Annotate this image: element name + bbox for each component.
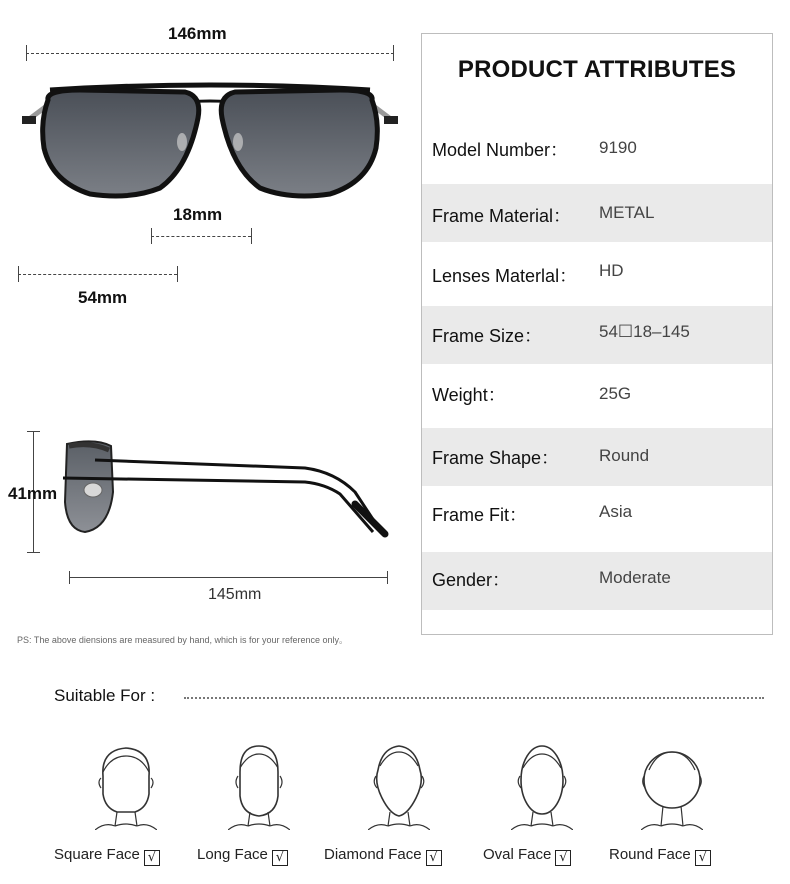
attribute-label: Model Number： xyxy=(432,140,569,160)
attribute-value: 54☐18–145 xyxy=(599,322,690,341)
attribute-label: Frame Fit： xyxy=(432,505,528,525)
face-name: Square Face xyxy=(54,846,140,863)
tick xyxy=(251,228,252,244)
attribute-row xyxy=(422,486,772,552)
attribute-value: 9190 xyxy=(599,138,637,157)
suitable-for-label: Suitable For : xyxy=(54,686,156,705)
tick xyxy=(26,45,27,61)
tick xyxy=(393,45,394,61)
attribute-label: Frame Material： xyxy=(432,206,572,226)
attribute-label: Lenses Materlal： xyxy=(432,266,578,286)
attribute-value: 25G xyxy=(599,384,632,403)
lens-height-label: 41mm xyxy=(8,484,58,503)
total-width-line xyxy=(26,53,394,54)
oval-face-icon xyxy=(511,742,573,830)
dotted-divider xyxy=(184,697,764,699)
tick xyxy=(387,571,388,584)
bridge-label: 18mm xyxy=(173,205,223,224)
total-width-label: 146mm xyxy=(168,24,227,43)
check-icon: √ xyxy=(144,850,160,866)
face-name: Diamond Face xyxy=(324,846,422,863)
product-attributes-panel xyxy=(421,33,773,635)
check-icon: √ xyxy=(555,850,571,866)
temple-length-label: 145mm xyxy=(208,586,262,603)
attribute-value: Asia xyxy=(599,502,633,521)
face-name: Round Face xyxy=(609,846,691,863)
attribute-row xyxy=(422,428,772,486)
lens-width-line xyxy=(18,274,177,275)
face-name: Oval Face xyxy=(483,846,552,863)
attribute-label: Frame Size： xyxy=(432,326,543,346)
check-icon: √ xyxy=(272,850,288,866)
attribute-value: Moderate xyxy=(599,568,671,587)
square-face-icon xyxy=(95,742,157,830)
face-label-oval xyxy=(483,846,571,866)
check-icon: √ xyxy=(426,850,442,866)
temple-length-line xyxy=(69,577,387,578)
face-label-diamond xyxy=(324,846,442,866)
tick xyxy=(27,552,40,553)
attribute-value: Round xyxy=(599,446,650,465)
face-label-long xyxy=(197,846,288,866)
tick xyxy=(18,266,19,282)
panel-title: PRODUCT ATTRIBUTES xyxy=(457,56,737,83)
lens-width-label: 54mm xyxy=(78,288,128,307)
tick xyxy=(27,431,40,432)
glasses-side-image xyxy=(55,432,395,552)
attribute-row xyxy=(422,306,772,364)
attribute-label: Frame Shape： xyxy=(432,448,560,468)
attribute-label: Weight： xyxy=(432,385,506,405)
face-label-round xyxy=(609,846,711,866)
diamond-face-icon xyxy=(368,742,430,830)
round-face-icon xyxy=(641,742,703,830)
tick xyxy=(151,228,152,244)
glasses-front-image xyxy=(20,78,400,203)
attribute-value: HD xyxy=(599,261,624,280)
attribute-row xyxy=(422,364,772,428)
face-name: Long Face xyxy=(197,846,268,863)
measurement-note: PS: The above diensions are measured by hand, which is for your reference only。 xyxy=(17,635,349,645)
bridge-line xyxy=(151,236,251,237)
check-icon: √ xyxy=(695,850,711,866)
face-label-square xyxy=(54,846,160,866)
attribute-label: Gender： xyxy=(432,570,511,590)
tick xyxy=(69,571,70,584)
attribute-row xyxy=(422,552,772,610)
attribute-row xyxy=(422,242,772,306)
attribute-value: METAL xyxy=(599,203,655,222)
tick xyxy=(177,266,178,282)
long-face-icon xyxy=(228,742,290,830)
attribute-row xyxy=(422,118,772,184)
attribute-row xyxy=(422,184,772,242)
